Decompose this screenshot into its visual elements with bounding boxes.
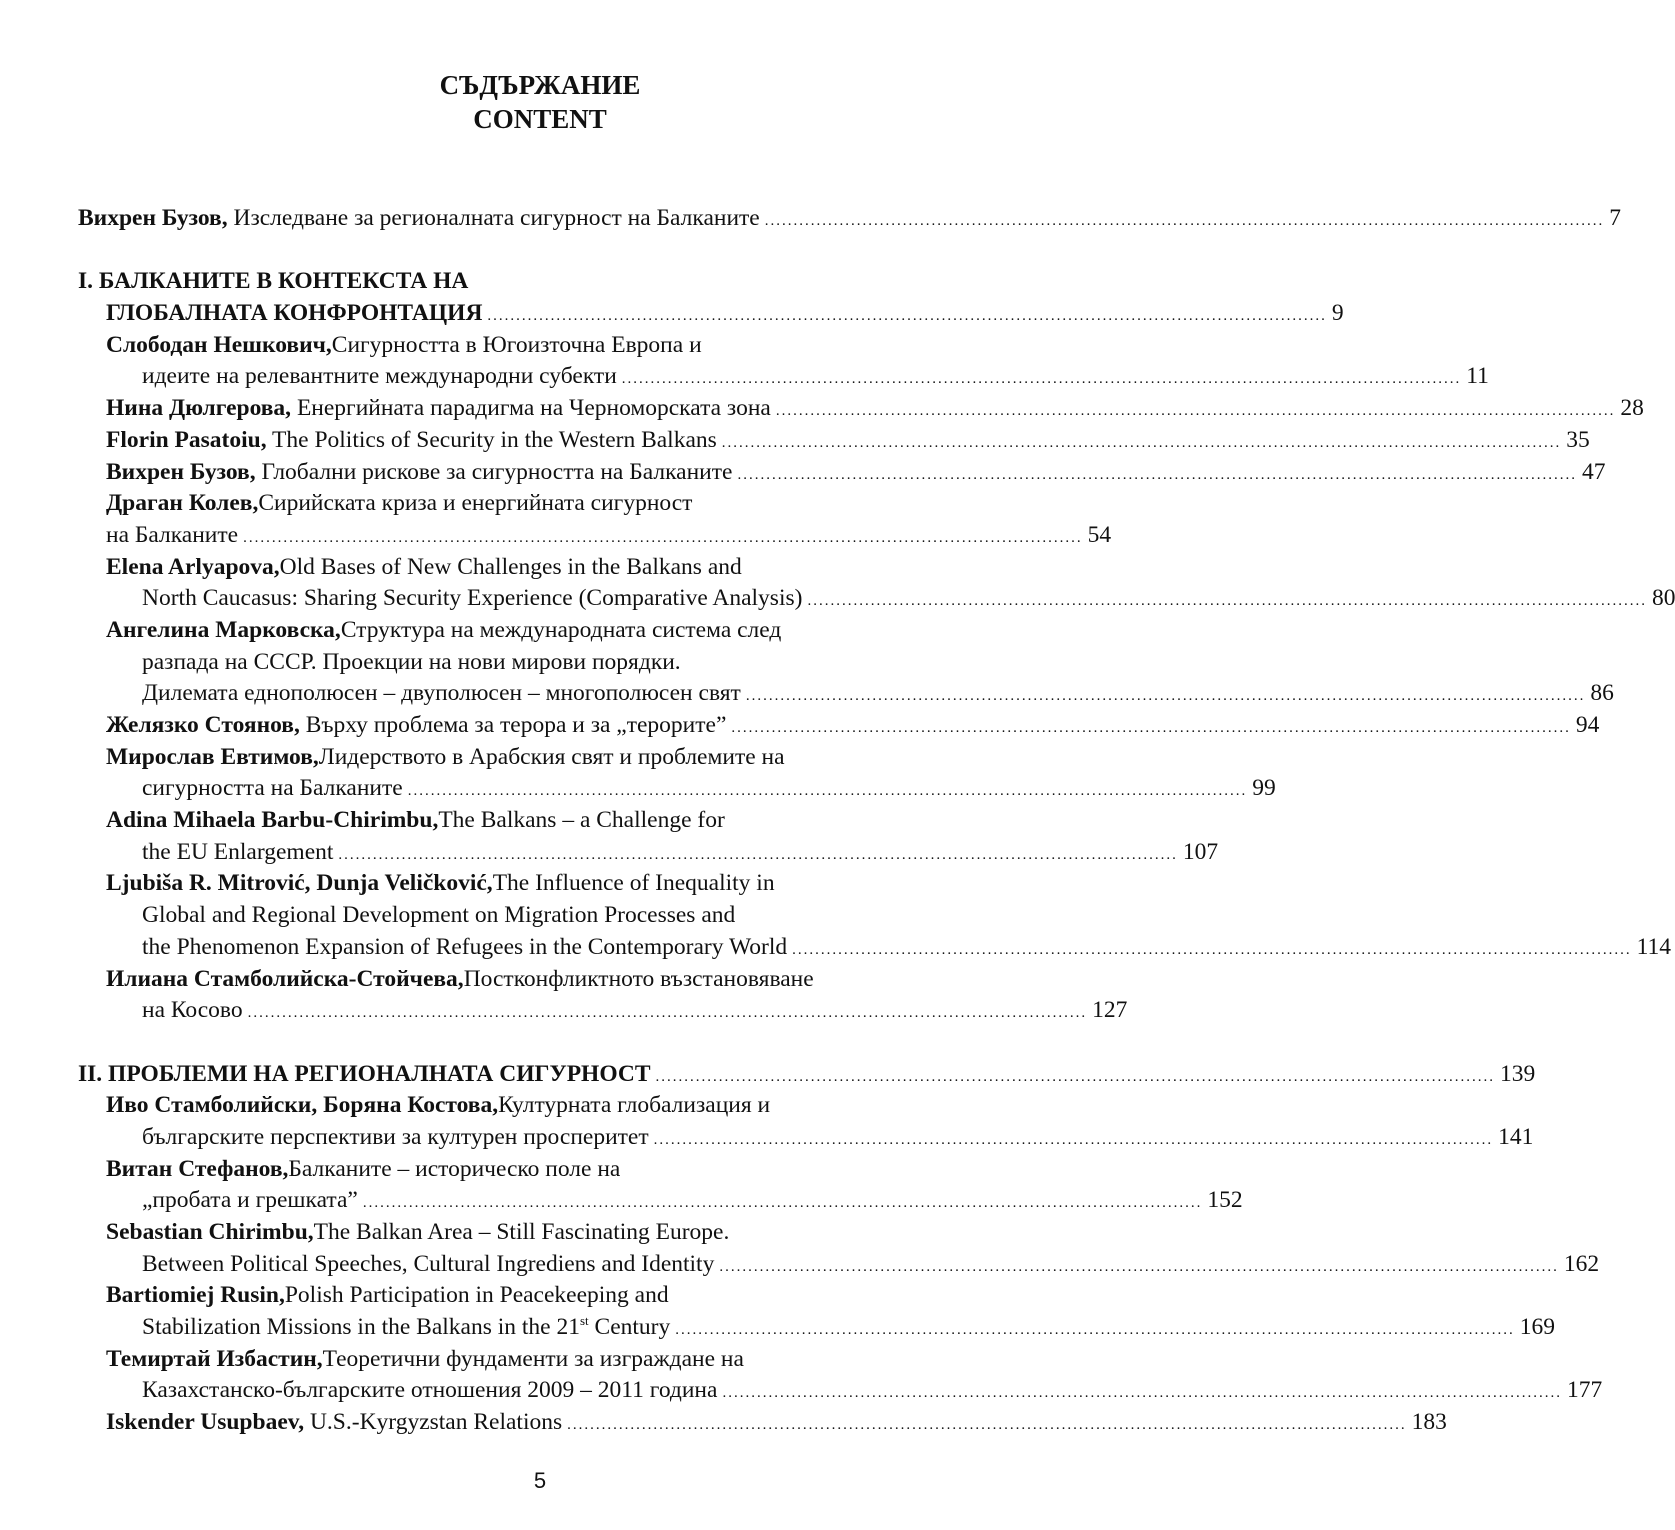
toc-entry: [0, 425, 1590, 457]
entry-title: Теоретични фундаменти за изграждане на: [322, 1345, 744, 1372]
entry-author: Нина Дюлгерова,: [106, 395, 292, 422]
dot-leader: ..................................................................................................................................................: [567, 1417, 1407, 1434]
toc-entry-cont: the Phenomenon Expansion of Refugees in the Contemporary World .................................................................................................................................................. 114: [0, 932, 1113, 964]
dot-leader: ..................................................................................................................................................: [721, 434, 1562, 451]
entry-title: Постконфликтното възстановяване: [463, 965, 814, 992]
entry-author: Florin Pasatoiu,: [106, 426, 267, 453]
toc-entry: [0, 1280, 1080, 1312]
dot-leader: ..................................................................................................................................................: [362, 1195, 1203, 1212]
toc-entry-cont: на Балканите .................................................................................................................................................. 54: [0, 520, 1077, 552]
toc-entry-cont: Stabilization Missions in the Balkans in the 21st Century .................................................................................................................................................. 169: [0, 1312, 1113, 1344]
toc-entry: [0, 742, 1080, 774]
entry-page: 9: [1331, 300, 1344, 327]
toc-entry-cont: the EU Enlargement .................................................................................................................................................. 107: [0, 837, 1113, 869]
dot-leader: ..................................................................................................................................................: [775, 403, 1616, 420]
entry-page: 183: [1411, 1409, 1447, 1436]
table-of-contents: [0, 203, 1675, 1439]
entry-page: 35: [1566, 426, 1590, 453]
entry-author: Витан Стефанов,: [106, 1155, 289, 1182]
entry-title: Върху проблема за терора и за „терорите”: [299, 712, 727, 738]
entry-page: 141: [1498, 1123, 1534, 1150]
toc-entry: [0, 393, 1644, 425]
entry-title: Сирийската криза и енергийната сигурност: [258, 490, 693, 517]
entry-title: U.S.-Kyrgyzstan Relations: [304, 1409, 563, 1436]
entry-title: Балканите – историческо поле на: [288, 1155, 621, 1182]
dot-leader: ..................................................................................................................................................: [764, 213, 1605, 229]
entry-author: Elena Arlyapova,: [106, 553, 280, 580]
toc-entry: [0, 615, 1080, 647]
entry-title: The Balkans – a Challenge for: [438, 807, 725, 834]
toc-entry: [0, 1407, 1447, 1439]
entry-title: Културната глобализация и: [498, 1092, 771, 1119]
entry-title: The Influence of Inequality in: [492, 870, 775, 897]
entry-title: Изследване за регионалната сигурност на Балканите: [227, 205, 760, 231]
page-title-bg: СЪДЪРЖАНИЕ: [439, 70, 641, 100]
toc-entry-cont: на Косово .................................................................................................................................................. 127: [0, 995, 1113, 1027]
toc-entry: [0, 964, 1080, 996]
entry-author: Темиртай Избастин,: [106, 1345, 323, 1372]
entry-author: Слободан Нешкович,: [106, 331, 332, 358]
entry-page: 94: [1575, 712, 1600, 738]
entry-author: Ljubiša R. Mitrović, Dunja Veličković,: [106, 870, 493, 897]
dot-leader: ..................................................................................................................................................: [722, 1385, 1562, 1402]
entry-page: 86: [1590, 680, 1614, 707]
entry-author: Sebastian Chirimbu,: [106, 1219, 314, 1245]
dot-leader: ..................................................................................................................................................: [243, 529, 1083, 546]
dot-leader: ..................................................................................................................................................: [487, 308, 1327, 325]
toc-entry-cont: идеите на релевантните международни субекти .................................................................................................................................................. 11: [0, 361, 1113, 393]
entry-title: Енергийната парадигма на Черноморската зона: [291, 395, 771, 422]
toc-entry-cont: Between Political Speeches, Cultural Ingrediens and Identity .................................................................................................................................................. 162: [0, 1249, 1113, 1281]
page-title-en: CONTENT: [473, 104, 607, 134]
toc-entry: [0, 1344, 1080, 1376]
superscript: st: [580, 1313, 589, 1329]
entry-page: 54: [1087, 521, 1112, 548]
dot-leader: ..................................................................................................................................................: [655, 1068, 1496, 1085]
entry-page: 162: [1563, 1250, 1600, 1277]
dot-leader: ..................................................................................................................................................: [745, 688, 1586, 705]
entry-title: Глобални рискове за сигурността на Балканите: [255, 458, 733, 485]
dot-leader: ..................................................................................................................................................: [407, 783, 1248, 800]
dot-leader: ..................................................................................................................................................: [653, 1131, 1494, 1148]
dot-leader: ..................................................................................................................................................: [807, 593, 1647, 610]
dot-leader: ..................................................................................................................................................: [737, 466, 1577, 483]
entry-page: 169: [1519, 1314, 1556, 1341]
dot-leader: ..................................................................................................................................................: [338, 846, 1178, 863]
entry-page: 152: [1207, 1187, 1243, 1214]
entry-page: 7: [1609, 205, 1621, 231]
dot-leader: ..................................................................................................................................................: [621, 371, 1462, 388]
toc-entry: [0, 1154, 1080, 1186]
entry-page: 107: [1182, 838, 1219, 865]
entry-page: 28: [1620, 395, 1644, 422]
toc-entry: [0, 1217, 1080, 1249]
entry-author: Иво Стамболийски, Боряна Костова,: [106, 1092, 499, 1119]
entry-author: Илиана Стамболийска-Стойчева,: [106, 965, 464, 992]
entry-author: Iskender Usupbaev,: [106, 1409, 305, 1436]
dot-leader: ..................................................................................................................................................: [247, 1005, 1088, 1022]
entry-page: 80: [1651, 585, 1675, 612]
entry-title: The Balkan Area – Still Fascinating Europe.: [313, 1219, 730, 1245]
entry-author: Ангелина Марковска,: [106, 616, 341, 643]
section-heading: II. ПРОБЛЕМИ НА РЕГИОНАЛНАТА СИГУРНОСТ .................................................................................................................................................. 139: [0, 1059, 1049, 1091]
entry-page: 127: [1092, 997, 1128, 1024]
entry-title: Old Bases of New Challenges in the Balkans and: [279, 553, 742, 580]
toc-entry-cont: Казахстанско-българските отношения 2009 – 2011 година .................................................................................................................................................. 177: [0, 1375, 1113, 1407]
toc-entry-cont: Global and Regional Development on Migration Processes and: [142, 902, 736, 929]
toc-entry: [0, 1090, 1080, 1122]
entry-page: 139: [1500, 1060, 1536, 1087]
section-heading-cont: ГЛОБАЛНАТА КОНФРОНТАЦИЯ .................................................................................................................................................. 9: [0, 298, 1077, 330]
entry-title: Сигурността в Югоизточна Европа и: [331, 331, 702, 358]
entry-author: Желязко Стоянов,: [106, 712, 300, 738]
entry-title: Лидерството в Арабския свят и проблемите на: [318, 743, 785, 770]
entry-title: Структура на международната система след: [340, 616, 782, 643]
entry-page: 177: [1566, 1377, 1603, 1404]
toc-entry-cont: North Caucasus: Sharing Security Experience (Comparative Analysis) .................................................................................................................................................. 80: [0, 583, 1113, 615]
toc-entry-intro: [0, 203, 1621, 235]
entry-page: 47: [1581, 458, 1606, 485]
section-heading: I. БАЛКАНИТЕ В КОНТЕКСТА НА: [78, 268, 469, 295]
entry-author: Adina Mihaela Barbu-Chirimbu,: [106, 807, 439, 834]
dot-leader: ..................................................................................................................................................: [675, 1322, 1515, 1339]
dot-leader: ..................................................................................................................................................: [792, 941, 1632, 958]
dot-leader: ..................................................................................................................................................: [719, 1258, 1559, 1275]
toc-entry-cont: „пробата и грешката” .................................................................................................................................................. 152: [0, 1185, 1113, 1217]
toc-entry: [0, 805, 1080, 837]
entry-page: 114: [1636, 933, 1671, 960]
toc-entry-cont: Дилемата еднополюсен – двуполюсен – многополюсен свят .................................................................................................................................................. 86: [0, 678, 1113, 710]
toc-entry: [0, 552, 1080, 584]
toc-entry: [0, 457, 1606, 489]
entry-author: Драган Колев,: [106, 490, 259, 517]
toc-entry-cont: разпада на СССР. Проекции на нови мирови порядки.: [142, 648, 681, 675]
toc-entry-cont: българските перспективи за културен просперитет .................................................................................................................................................. 141: [0, 1122, 1113, 1154]
toc-entry: [0, 868, 1080, 900]
toc-entry: [0, 488, 1080, 520]
toc-entry-cont: сигурността на Балканите .................................................................................................................................................. 99: [0, 773, 1113, 805]
entry-author: Вихрен Бузов,: [106, 458, 256, 485]
page-number: 5: [533, 1468, 547, 1493]
entry-author: Вихрен Бузов,: [78, 205, 228, 231]
entry-page: 99: [1252, 775, 1276, 802]
toc-entry: [0, 710, 1600, 742]
entry-title: The Politics of Security in the Western Balkans: [266, 426, 717, 453]
entry-title: Polish Participation in Peacekeeping and: [284, 1282, 669, 1309]
dot-leader: ..................................................................................................................................................: [731, 720, 1571, 736]
toc-entry: [0, 330, 1080, 362]
entry-author: Bartiomiej Rusin,: [106, 1282, 285, 1309]
entry-author: Мирослав Евтимов,: [106, 743, 319, 770]
entry-page: 11: [1466, 363, 1489, 390]
